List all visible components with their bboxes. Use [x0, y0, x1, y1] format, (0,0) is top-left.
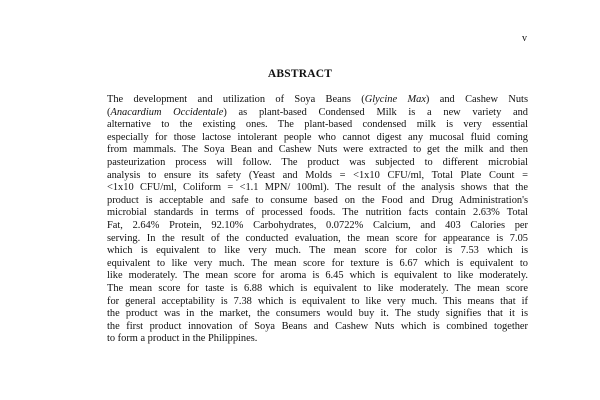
abstract-text: Fat, 2.64% Protein, 92.10% Carbohydrates, 0.0722% Calcium, and 403 Calories per: [107, 219, 528, 231]
abstract-line: [107, 195, 528, 208]
abstract-line: [107, 94, 528, 107]
abstract-line: [107, 308, 528, 321]
scientific-name: Anacardium Occidentale: [110, 106, 224, 118]
abstract-text: microbial standards in terms of processed foods. The nutrition facts contain 2.63% Total: [107, 207, 528, 219]
abstract-body: [107, 94, 528, 346]
abstract-line: [107, 233, 528, 246]
abstract-line: [107, 245, 528, 258]
abstract-text: ) as plant-based Condensed Milk is a new variety and: [223, 106, 528, 118]
abstract-text: pasteurization process will follow. The product was subjected to different microbial: [107, 156, 528, 168]
abstract-line: [107, 144, 528, 157]
abstract-text: for general acceptability is 7.38 which is equivalent to like very much. This means that if: [107, 295, 528, 307]
abstract-text: serving. In the result of the conducted evaluation, the mean score for appearance is 7.05: [107, 232, 528, 244]
abstract-line: [107, 296, 528, 309]
abstract-text: which is equivalent to like very much. The mean score for color is 7.53 which is: [107, 245, 528, 257]
abstract-text: like moderately. The mean score for aroma is 6.45 which is equivalent to like moderately.: [107, 270, 528, 282]
abstract-line: [107, 119, 528, 132]
abstract-text: (: [107, 106, 111, 118]
abstract-text: the first product innovation of Soya Beans and Cashew Nuts which is combined together: [107, 320, 528, 332]
abstract-text: the product was in the market, the consumers would buy it. The study signifies that it is: [107, 308, 528, 320]
abstract-line: [107, 207, 528, 220]
abstract-title: ABSTRACT: [267, 68, 333, 80]
abstract-line: [107, 333, 528, 346]
abstract-text: The mean score for taste is 6.88 which is equivalent to like moderately. The mean score: [107, 282, 528, 294]
abstract-line: [107, 132, 528, 145]
abstract-line: [107, 170, 528, 183]
abstract-line: [107, 182, 528, 195]
abstract-text: to form a product in the Philippines.: [107, 333, 258, 345]
abstract-text: product is acceptable and safe to consume based on the Food and Drug Administration's: [107, 194, 528, 206]
abstract-text: especially for those lactose intolerant people who cannot digest any mucosal fluid coming: [107, 131, 528, 143]
page-number: v: [522, 33, 527, 44]
abstract-text: equivalent to like very much. The mean score for texture is 6.67 which is equivalent to: [107, 257, 528, 269]
abstract-text: ) and Cashew Nuts: [425, 94, 528, 105]
scientific-name: Glycine Max: [364, 94, 426, 105]
abstract-text: <1x10 CFU/ml, Coliform = <1.1 MPN/ 100ml). The result of the analysis shows that the: [107, 182, 528, 194]
abstract-line: [107, 270, 528, 283]
abstract-line: [107, 283, 528, 296]
abstract-text: analysis to ensure its safety (Yeast and Molds = <1x10 CFU/ml, Total Plate Count =: [107, 169, 528, 181]
abstract-line: [107, 107, 528, 120]
abstract-text: The development and utilization of Soya Beans (: [107, 94, 365, 105]
abstract-line: [107, 258, 528, 271]
abstract-text: from mammals. The Soya Bean and Cashew Nuts were extracted to get the milk and then: [107, 144, 528, 156]
abstract-line: [107, 157, 528, 170]
abstract-line: [107, 321, 528, 334]
abstract-text: alternative to the existing ones. The plant-based condensed milk is very essential: [107, 119, 528, 131]
abstract-line: [107, 220, 528, 233]
